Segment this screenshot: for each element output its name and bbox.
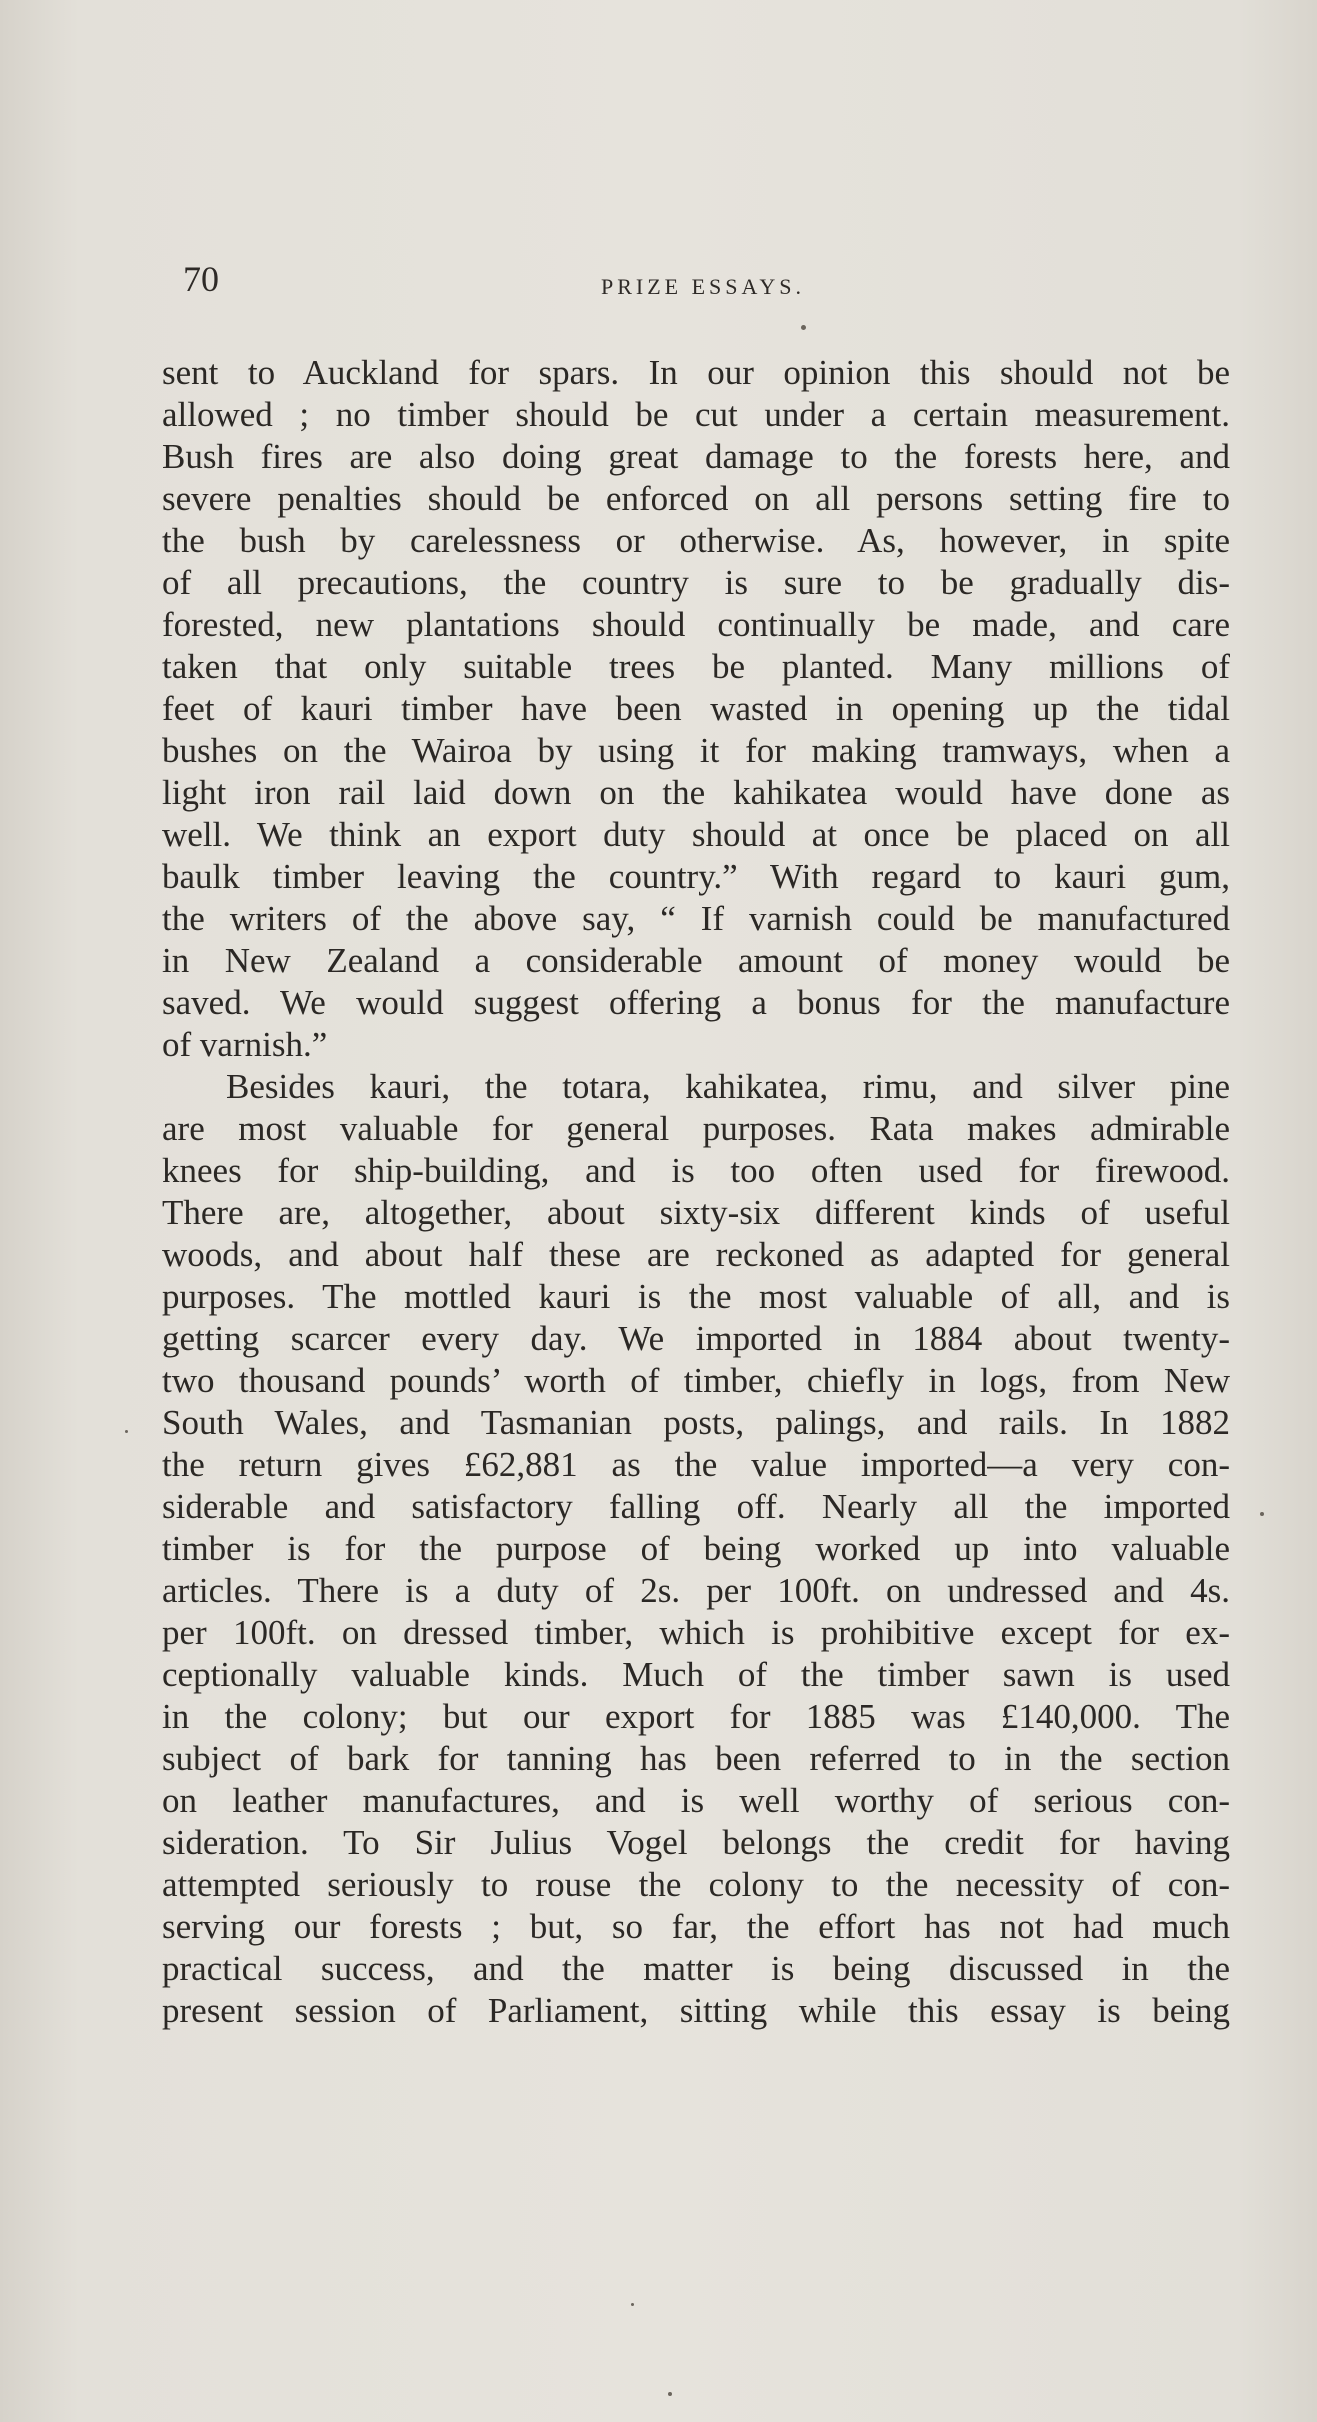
text-line: articles. There is a duty of 2s. per 100ft. on undressed and 4s. [162,1571,1230,1610]
text-line: feet of kauri timber have been wasted in opening up the tidal [162,689,1230,728]
paragraph-2 [162,1066,1230,2032]
text-line: knees for ship-building, and is too often used for firewood. [162,1151,1230,1190]
running-title: PRIZE ESSAYS. [600,274,805,299]
text-line: severe penalties should be enforced on all persons setting fire to [162,479,1230,518]
text-line: baulk timber leaving the country.” With regard to kauri gum, [162,857,1230,896]
text-line: per 100ft. on dressed timber, which is prohibitive except for ex- [162,1613,1230,1652]
text-line: sideration. To Sir Julius Vogel belongs the credit for having [162,1823,1230,1862]
text-line: Besides kauri, the totara, kahikatea, rimu, and silver pine [226,1067,1230,1106]
paper-speck [1260,1512,1264,1516]
text-line: attempted seriously to rouse the colony to the necessity of con- [162,1865,1230,1904]
text-line: of all precautions, the country is sure to be gradually dis- [162,563,1230,602]
text-line: the bush by carelessness or otherwise. As, however, in spite [162,521,1230,560]
text-line: of varnish.” [162,1025,328,1064]
text-line: are most valuable for general purposes. Rata makes admirable [162,1109,1230,1148]
text-line: taken that only suitable trees be planted. Many millions of [162,647,1230,686]
text-line: subject of bark for tanning has been referred to in the section [162,1739,1230,1778]
text-line: Bush fires are also doing great damage to the forests here, and [162,437,1230,476]
text-line: getting scarcer every day. We imported in 1884 about twenty- [162,1319,1230,1358]
paper-speck [631,2303,634,2306]
page-header [183,258,1223,308]
paragraph-1 [162,352,1230,1066]
text-line: in the colony; but our export for 1885 was £140,000. The [162,1697,1230,1736]
paper-speck [668,2392,672,2396]
text-line: South Wales, and Tasmanian posts, palings, and rails. In 1882 [162,1403,1230,1442]
text-line: forested, new plantations should continually be made, and care [162,605,1230,644]
text-line: two thousand pounds’ worth of timber, chiefly in logs, from New [162,1361,1230,1400]
text-line: practical success, and the matter is being discussed in the [162,1949,1230,1988]
text-line: woods, and about half these are reckoned as adapted for general [162,1235,1230,1274]
text-line: sent to Auckland for spars. In our opinion this should not be [162,353,1230,392]
text-line: the return gives £62,881 as the value imported—a very con- [162,1445,1230,1484]
text-line: bushes on the Wairoa by using it for making tramways, when a [162,731,1230,770]
text-line: saved. We would suggest offering a bonus for the manufacture [162,983,1230,1022]
text-line: light iron rail laid down on the kahikatea would have done as [162,773,1230,812]
page-number: 70 [183,259,219,299]
text-line: in New Zealand a considerable amount of money would be [162,941,1230,980]
text-line: well. We think an export duty should at once be placed on all [162,815,1230,854]
text-line: ceptionally valuable kinds. Much of the timber sawn is used [162,1655,1230,1694]
text-line: purposes. The mottled kauri is the most valuable of all, and is [162,1277,1230,1316]
text-line: on leather manufactures, and is well worthy of serious con- [162,1781,1230,1820]
text-line: serving our forests ; but, so far, the effort has not had much [162,1907,1230,1946]
text-line: siderable and satisfactory falling off. Nearly all the imported [162,1487,1230,1526]
text-line: There are, altogether, about sixty-six different kinds of useful [162,1193,1230,1232]
text-line: allowed ; no timber should be cut under a certain measurement. [162,395,1230,434]
text-line: present session of Parliament, sitting while this essay is being [162,1991,1230,2030]
text-line: the writers of the above say, “ If varnish could be manufactured [162,899,1230,938]
body-text [162,352,1230,2032]
paper-speck [125,1430,128,1433]
paper-speck [801,325,806,330]
text-line: timber is for the purpose of being worked up into valuable [162,1529,1230,1568]
